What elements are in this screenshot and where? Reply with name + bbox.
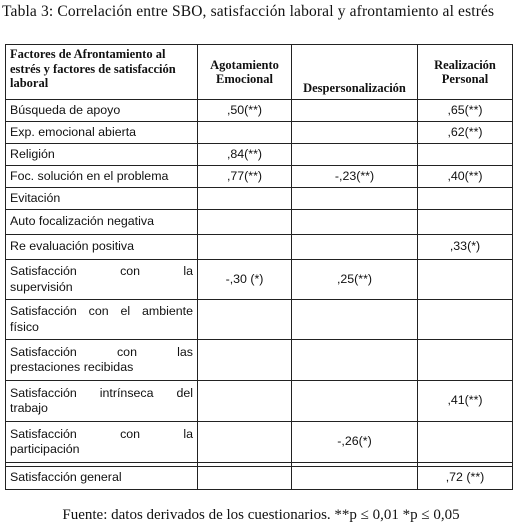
row-factor (6, 300, 198, 340)
cell-despersonalizacion: -,26(*) (292, 422, 418, 463)
cell-realizacion: ,72 (**) (418, 467, 513, 490)
header-realizacion: Realización Personal (418, 45, 513, 100)
cell-agotamiento: -,30 (*) (198, 260, 292, 300)
cell-realizacion (418, 260, 513, 300)
cell-despersonalizacion (292, 100, 418, 122)
table-caption: Tabla 3: Correlación entre SBO, satisfacción laboral y afrontamiento al estrés (2, 3, 495, 20)
table-row (6, 122, 513, 144)
table-row (6, 260, 513, 300)
row-factor: Satisfacción general (6, 467, 198, 490)
cell-despersonalizacion (292, 122, 418, 144)
cell-despersonalizacion (292, 144, 418, 166)
cell-despersonalizacion (292, 381, 418, 422)
cell-agotamiento (198, 300, 292, 340)
cell-despersonalizacion (292, 235, 418, 260)
cell-agotamiento (198, 422, 292, 463)
header-agotamiento: Agotamiento Emocional (198, 45, 292, 100)
table-row (6, 235, 513, 260)
cell-realizacion: ,65(**) (418, 100, 513, 122)
cell-despersonalizacion (292, 467, 418, 490)
row-factor-line2: supervisión (10, 279, 73, 294)
table-row (6, 210, 513, 235)
table-header-row (6, 45, 513, 100)
row-factor: Evitación (6, 188, 198, 210)
table-row (6, 100, 513, 122)
table-source-note: Fuente: datos derivados de los cuestionarios. **p ≤ 0,01 *p ≤ 0,05 (62, 507, 460, 523)
cell-agotamiento (198, 235, 292, 260)
cell-realizacion: ,41(**) (418, 381, 513, 422)
header-despersonalizacion: Despersonalización (292, 45, 418, 100)
row-factor-line1: Satisfacción intrínseca del (10, 385, 193, 400)
row-factor-line1: Satisfacción con la (10, 426, 193, 441)
row-factor: Exp. emocional abierta (6, 122, 198, 144)
cell-agotamiento (198, 340, 292, 381)
row-factor-line2: participación (10, 442, 80, 456)
cell-realizacion: ,62(**) (418, 122, 513, 144)
row-factor-line1: Satisfacción con el ambiente (10, 304, 193, 318)
cell-despersonalizacion (292, 340, 418, 381)
cell-realizacion: ,40(**) (418, 166, 513, 188)
row-factor-line1: Satisfacción con las (10, 344, 193, 359)
cell-agotamiento (198, 467, 292, 490)
row-factor-line2: prestaciones recibidas (10, 360, 134, 374)
row-factor: Re evaluación positiva (6, 235, 198, 260)
cell-realizacion (418, 300, 513, 340)
correlation-table (5, 44, 513, 490)
row-factor (6, 422, 198, 463)
row-factor-line1: Satisfacción con la (10, 264, 193, 278)
table-row (6, 381, 513, 422)
cell-realizacion (418, 340, 513, 381)
cell-agotamiento: ,84(**) (198, 144, 292, 166)
table-row-total (6, 467, 513, 490)
cell-agotamiento (198, 188, 292, 210)
cell-realizacion (418, 188, 513, 210)
cell-agotamiento: ,77(**) (198, 166, 292, 188)
cell-agotamiento (198, 122, 292, 144)
table-row (6, 340, 513, 381)
row-factor (6, 340, 198, 381)
cell-despersonalizacion (292, 300, 418, 340)
cell-agotamiento (198, 210, 292, 235)
table-row (6, 144, 513, 166)
cell-despersonalizacion: -,23(**) (292, 166, 418, 188)
cell-agotamiento: ,50(**) (198, 100, 292, 122)
cell-realizacion (418, 210, 513, 235)
row-factor: Religión (6, 144, 198, 166)
table-row (6, 422, 513, 463)
cell-despersonalizacion (292, 210, 418, 235)
table-row (6, 300, 513, 340)
cell-realizacion (418, 144, 513, 166)
header-factores: Factores de Afrontamiento al estrés y factores de satisfacción laboral (6, 45, 198, 100)
cell-realizacion (418, 422, 513, 463)
cell-despersonalizacion: ,25(**) (292, 260, 418, 300)
row-factor: Búsqueda de apoyo (6, 100, 198, 122)
row-factor-line2: trabajo (10, 401, 48, 415)
cell-agotamiento (198, 381, 292, 422)
table-row (6, 166, 513, 188)
row-factor: Auto focalización negativa (6, 210, 198, 235)
row-factor (6, 381, 198, 422)
cell-despersonalizacion (292, 188, 418, 210)
row-factor (6, 260, 198, 300)
row-factor-line2: físico (10, 319, 39, 334)
cell-realizacion: ,33(*) (418, 235, 513, 260)
row-factor: Foc. solución en el problema (6, 166, 198, 188)
table-row (6, 188, 513, 210)
